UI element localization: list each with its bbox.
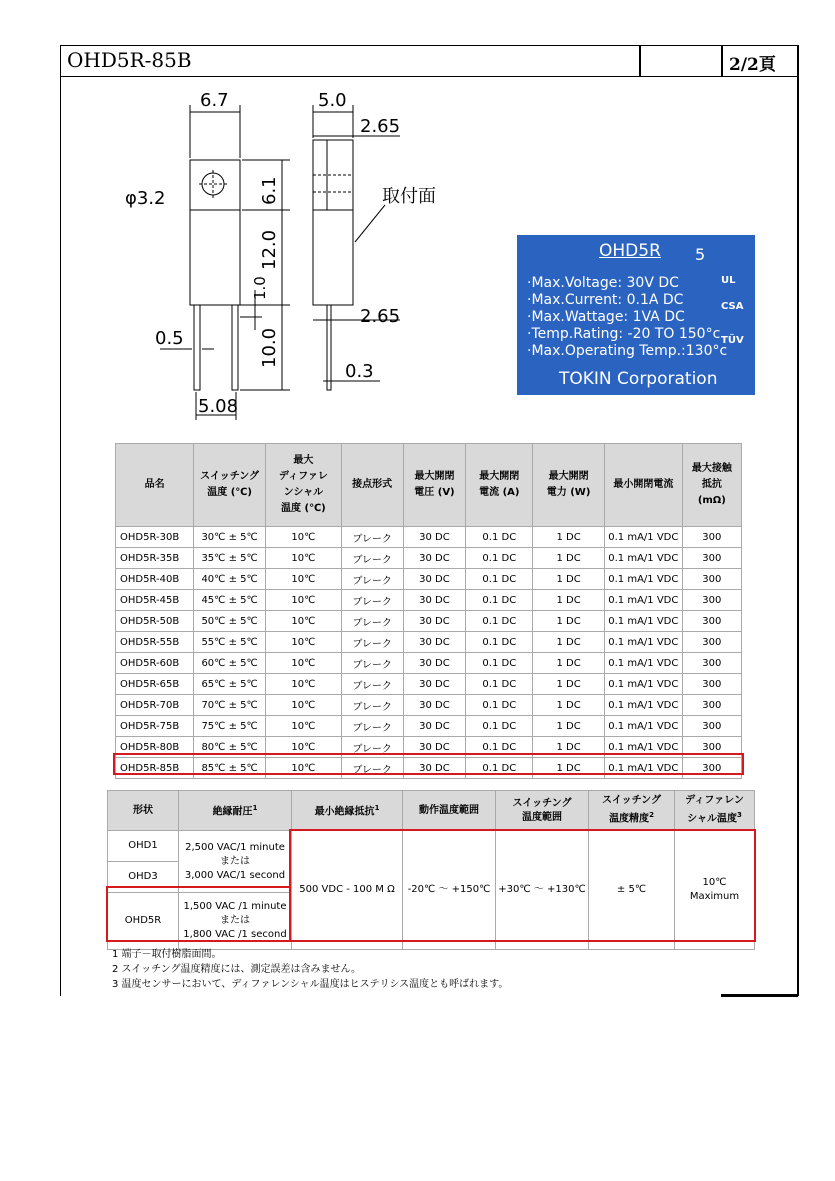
table-cell: 0.1 mA/1 VDC bbox=[604, 674, 682, 695]
model-cell: OHD3 bbox=[108, 862, 179, 893]
table-cell: OHD5R-65B bbox=[116, 674, 194, 695]
insulation-cell: 500 VDC - 100 M Ω bbox=[292, 831, 403, 950]
column-header: 動作温度範囲 bbox=[403, 791, 496, 831]
table-cell: 10℃ bbox=[266, 527, 342, 548]
label-line: ·Max.Current: 0.1A DC bbox=[527, 292, 684, 308]
table-cell: 300 bbox=[682, 611, 741, 632]
table-cell: 0.1 DC bbox=[466, 695, 533, 716]
table-cell: 10℃ bbox=[266, 695, 342, 716]
column-header: 接点形式 bbox=[341, 444, 403, 527]
table-cell: ブレーク bbox=[341, 737, 403, 758]
table-cell: OHD5R-40B bbox=[116, 569, 194, 590]
table-cell: 0.1 DC bbox=[466, 758, 533, 779]
table-cell: 0.1 mA/1 VDC bbox=[604, 695, 682, 716]
table-cell: 85℃ ± 5℃ bbox=[194, 758, 266, 779]
table-cell: ブレーク bbox=[341, 527, 403, 548]
table-cell: 0.1 mA/1 VDC bbox=[604, 716, 682, 737]
table-cell: 0.1 mA/1 VDC bbox=[604, 758, 682, 779]
table-cell: 1 DC bbox=[533, 674, 605, 695]
table-cell: 10℃ bbox=[266, 590, 342, 611]
table-row bbox=[116, 674, 742, 695]
table-cell: 1 DC bbox=[533, 590, 605, 611]
highlight-row-85b bbox=[113, 753, 744, 775]
footnote: 2 スイッチング温度精度には、測定誤差は含みません。 bbox=[112, 964, 362, 975]
dim-h3: 1.0 bbox=[251, 276, 269, 300]
table-cell: ブレーク bbox=[341, 611, 403, 632]
label-number: 5 bbox=[695, 245, 706, 264]
column-header: ディファレン シャル温度$^3$ bbox=[675, 791, 755, 831]
table-cell: 30℃ ± 5℃ bbox=[194, 527, 266, 548]
column-header: スイッチング 温度範囲 bbox=[496, 791, 589, 831]
table-cell: 300 bbox=[682, 548, 741, 569]
label-line: ·Max.Voltage: 30V DC bbox=[527, 275, 679, 291]
table-cell: 0.1 DC bbox=[466, 569, 533, 590]
table-cell: 10℃ bbox=[266, 569, 342, 590]
table-cell: 0.1 DC bbox=[466, 674, 533, 695]
table-cell: ブレーク bbox=[341, 569, 403, 590]
table-cell: ブレーク bbox=[341, 653, 403, 674]
table-cell: ブレーク bbox=[341, 758, 403, 779]
table-row bbox=[116, 632, 742, 653]
table-cell: 1 DC bbox=[533, 716, 605, 737]
table-cell: 1 DC bbox=[533, 569, 605, 590]
table-cell: 1 DC bbox=[533, 527, 605, 548]
table-cell: OHD5R-50B bbox=[116, 611, 194, 632]
table-cell: 300 bbox=[682, 737, 741, 758]
table-cell: 0.1 mA/1 VDC bbox=[604, 548, 682, 569]
table-cell: 10℃ bbox=[266, 611, 342, 632]
table-cell: 10℃ bbox=[266, 758, 342, 779]
table-cell: 30 DC bbox=[403, 716, 466, 737]
table-cell: 10℃ bbox=[266, 674, 342, 695]
table-cell: 30 DC bbox=[403, 632, 466, 653]
csa-mark-icon: CSA bbox=[721, 301, 744, 312]
table-cell: 30 DC bbox=[403, 695, 466, 716]
label-line: ·Max.Operating Temp.:130°c bbox=[527, 343, 728, 359]
voltage-b-cell: 1,500 VAC /1 minute または 1,800 VAC /1 second bbox=[179, 893, 292, 950]
operating-cell: -20℃ ～ +150℃ bbox=[403, 831, 496, 950]
table-cell: 0.1 DC bbox=[466, 653, 533, 674]
table-cell: 300 bbox=[682, 590, 741, 611]
table-row bbox=[116, 695, 742, 716]
table-cell: 55℃ ± 5℃ bbox=[194, 632, 266, 653]
table-cell: 1 DC bbox=[533, 548, 605, 569]
table-row bbox=[116, 611, 742, 632]
model-cell: OHD1 bbox=[108, 831, 179, 862]
column-header: スイッチング 温度 (℃) bbox=[194, 444, 266, 527]
table-cell: ブレーク bbox=[341, 632, 403, 653]
table-cell: 1 DC bbox=[533, 758, 605, 779]
table-cell: 300 bbox=[682, 716, 741, 737]
table-cell: 45℃ ± 5℃ bbox=[194, 590, 266, 611]
table-cell: 65℃ ± 5℃ bbox=[194, 674, 266, 695]
table-cell: 0.1 DC bbox=[466, 548, 533, 569]
column-header: 最大接触 抵抗 (mΩ) bbox=[682, 444, 741, 527]
product-label-image bbox=[517, 235, 755, 395]
table-cell: 0.1 DC bbox=[466, 590, 533, 611]
table-cell: 10℃ bbox=[266, 632, 342, 653]
table-cell: 1 DC bbox=[533, 611, 605, 632]
dim-side-width: 5.0 bbox=[318, 90, 347, 111]
table-row bbox=[116, 527, 742, 548]
table-row bbox=[116, 590, 742, 611]
dim-lead-width: 0.5 bbox=[155, 328, 184, 349]
table-cell: 0.1 DC bbox=[466, 632, 533, 653]
table-cell: 35℃ ± 5℃ bbox=[194, 548, 266, 569]
table-cell: 0.1 mA/1 VDC bbox=[604, 569, 682, 590]
table-cell: 0.1 mA/1 VDC bbox=[604, 527, 682, 548]
table-cell: 10℃ bbox=[266, 548, 342, 569]
table-cell: 30 DC bbox=[403, 611, 466, 632]
table-cell: 30 DC bbox=[403, 569, 466, 590]
model-cell: OHD5R bbox=[108, 893, 179, 950]
table-cell: OHD5R-30B bbox=[116, 527, 194, 548]
table-row bbox=[116, 653, 742, 674]
dim-lead-thickness: 0.3 bbox=[345, 361, 374, 382]
voltage-a-cell: 2,500 VAC/1 minute または 3,000 VAC/1 second bbox=[179, 831, 292, 893]
switching-range-cell: +30℃ ～ +130℃ bbox=[496, 831, 589, 950]
table-cell: 30 DC bbox=[403, 674, 466, 695]
table-cell: OHD5R-55B bbox=[116, 632, 194, 653]
footnote: 3 温度センサーにおいて、ディファレンシャル温度はヒステリシス温度とも呼ばれます。 bbox=[112, 979, 509, 990]
table-cell: OHD5R-75B bbox=[116, 716, 194, 737]
dim-h4: 10.0 bbox=[259, 327, 280, 368]
table-cell: ブレーク bbox=[341, 548, 403, 569]
table-cell: 0.1 mA/1 VDC bbox=[604, 611, 682, 632]
table-cell: 60℃ ± 5℃ bbox=[194, 653, 266, 674]
mount-face-label: 取付面 bbox=[382, 186, 436, 207]
dim-hole: φ3.2 bbox=[125, 188, 166, 209]
highlight-ohd5r bbox=[106, 886, 291, 942]
frame-bottom-mark bbox=[721, 994, 798, 997]
table-cell: 300 bbox=[682, 653, 741, 674]
table-cell: 300 bbox=[682, 632, 741, 653]
table-cell: 30 DC bbox=[403, 737, 466, 758]
column-header: 最小開閉電流 bbox=[604, 444, 682, 527]
table-cell: 300 bbox=[682, 569, 741, 590]
table-cell: 10℃ bbox=[266, 716, 342, 737]
table-cell: OHD5R-70B bbox=[116, 695, 194, 716]
column-header: 最大 ディファレ ンシャル 温度 (℃) bbox=[266, 444, 342, 527]
table-cell: 40℃ ± 5℃ bbox=[194, 569, 266, 590]
table-cell: OHD5R-35B bbox=[116, 548, 194, 569]
table-cell: 0.1 mA/1 VDC bbox=[604, 737, 682, 758]
table-row bbox=[116, 569, 742, 590]
table-cell: ブレーク bbox=[341, 716, 403, 737]
dim-h1: 6.1 bbox=[259, 176, 280, 205]
table-cell: 1 DC bbox=[533, 737, 605, 758]
label-line: ·Max.Wattage: 1VA DC bbox=[527, 309, 685, 325]
table-cell: 0.1 DC bbox=[466, 716, 533, 737]
column-header: 最小絶縁抵抗$^1$ bbox=[292, 791, 403, 831]
column-header: スイッチング 温度精度$^2$ bbox=[589, 791, 675, 831]
accuracy-cell: ± 5℃ bbox=[589, 831, 675, 950]
dim-h2: 12.0 bbox=[259, 229, 280, 270]
differential-cell: 10℃ Maximum bbox=[675, 831, 755, 950]
table-cell: OHD5R-85B bbox=[116, 758, 194, 779]
table-cell: 0.1 DC bbox=[466, 737, 533, 758]
dim-pitch: 5.08 bbox=[198, 396, 239, 417]
footnotes bbox=[112, 947, 508, 992]
table-cell: ブレーク bbox=[341, 695, 403, 716]
column-header: 形状 bbox=[108, 791, 179, 831]
table-cell: 80℃ ± 5℃ bbox=[194, 737, 266, 758]
table-cell: ブレーク bbox=[341, 590, 403, 611]
label-title: OHD5R bbox=[599, 241, 661, 261]
dim-width-top: 6.7 bbox=[200, 90, 229, 111]
dim-bottom-thickness: 2.65 bbox=[360, 306, 401, 327]
table-cell: 30 DC bbox=[403, 527, 466, 548]
table-cell: 300 bbox=[682, 695, 741, 716]
table-cell: 300 bbox=[682, 527, 741, 548]
column-header: 品名 bbox=[116, 444, 194, 527]
table-row bbox=[116, 548, 742, 569]
table-cell: 300 bbox=[682, 674, 741, 695]
table-cell: OHD5R-45B bbox=[116, 590, 194, 611]
table-cell: OHD5R-80B bbox=[116, 737, 194, 758]
doc-title: OHD5R-85B bbox=[67, 48, 192, 72]
table-cell: ブレーク bbox=[341, 674, 403, 695]
column-header: 最大開閉 電流 (A) bbox=[466, 444, 533, 527]
table-cell: 30 DC bbox=[403, 653, 466, 674]
table-cell: 70℃ ± 5℃ bbox=[194, 695, 266, 716]
tuv-mark-icon: TÜV bbox=[721, 335, 744, 346]
table-cell: 0.1 mA/1 VDC bbox=[604, 590, 682, 611]
column-header: 最大開閉 電力 (W) bbox=[533, 444, 605, 527]
table-cell: 1 DC bbox=[533, 653, 605, 674]
table-cell: 10℃ bbox=[266, 737, 342, 758]
table-cell: 50℃ ± 5℃ bbox=[194, 611, 266, 632]
table-cell: 30 DC bbox=[403, 548, 466, 569]
table-cell: 0.1 DC bbox=[466, 527, 533, 548]
table-cell: 1 DC bbox=[533, 632, 605, 653]
ul-mark-icon: UL bbox=[721, 275, 736, 286]
highlight-common-specs bbox=[289, 829, 756, 942]
table-cell: 0.1 mA/1 VDC bbox=[604, 653, 682, 674]
footnote: 1 端子－取付樹脂面間。 bbox=[112, 949, 222, 960]
dim-tab-thickness: 2.65 bbox=[360, 116, 401, 137]
label-corporation: TOKIN Corporation bbox=[559, 369, 718, 389]
column-header: 最大開閉 電圧 (V) bbox=[403, 444, 466, 527]
column-header: 絶縁耐圧$^1$ bbox=[179, 791, 292, 831]
page-number: 2/2頁 bbox=[729, 55, 776, 75]
table-cell: 30 DC bbox=[403, 758, 466, 779]
label-line: ·Temp.Rating: -20 TO 150°c bbox=[527, 326, 721, 342]
table-cell: 10℃ bbox=[266, 653, 342, 674]
table-cell: 30 DC bbox=[403, 590, 466, 611]
table-cell: OHD5R-60B bbox=[116, 653, 194, 674]
table-cell: 1 DC bbox=[533, 695, 605, 716]
table-row bbox=[116, 716, 742, 737]
table-cell: 300 bbox=[682, 758, 741, 779]
spec-table bbox=[115, 443, 742, 779]
table-cell: 0.1 DC bbox=[466, 611, 533, 632]
table-cell: 75℃ ± 5℃ bbox=[194, 716, 266, 737]
table-cell: 0.1 mA/1 VDC bbox=[604, 632, 682, 653]
